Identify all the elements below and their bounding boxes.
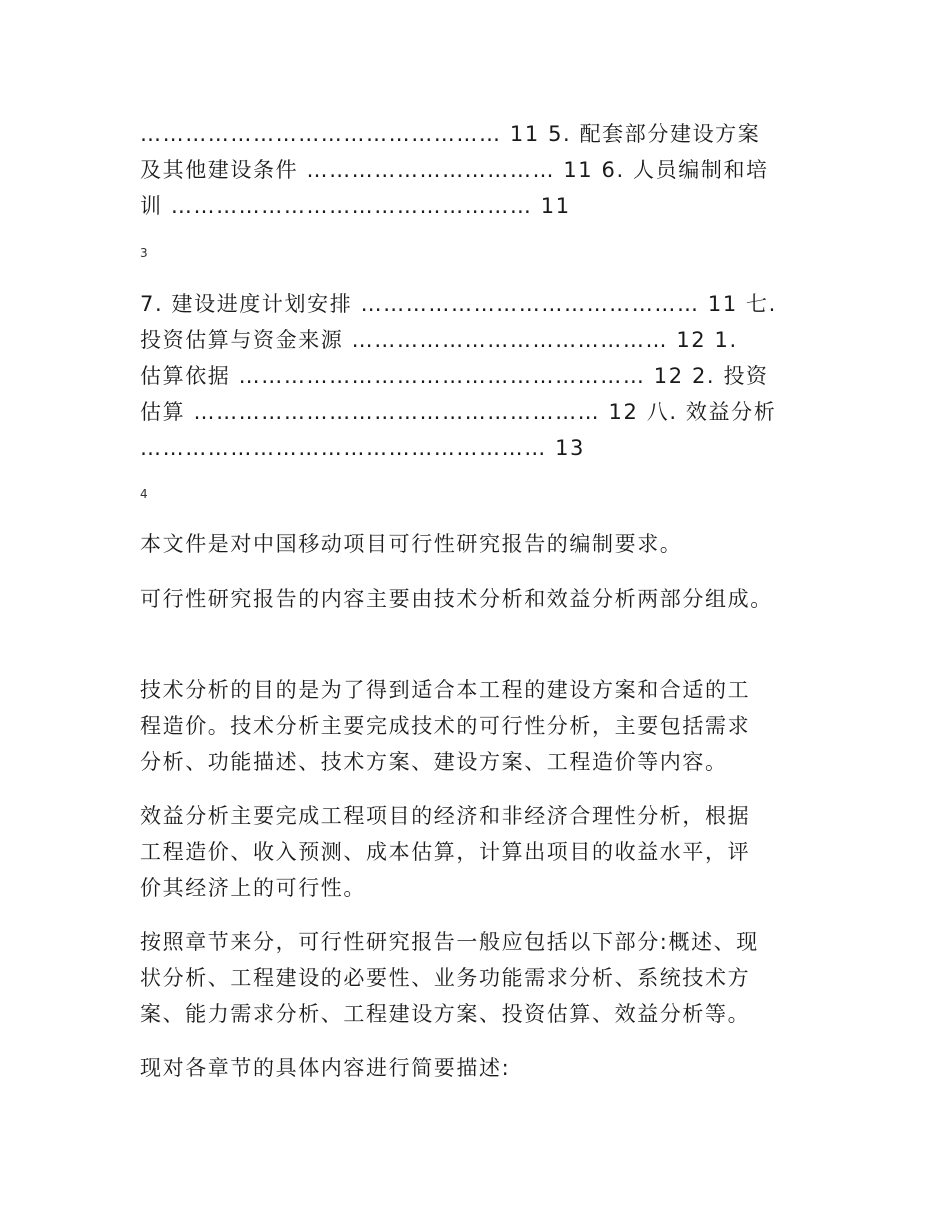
paragraph-line: 可行性研究报告的内容主要由技术分析和效益分析两部分组成。 bbox=[140, 587, 773, 611]
body-paragraph-4 bbox=[140, 798, 812, 906]
paragraph-line: 工程造价、收入预测、成本估算，计算出项目的收益水平，评 bbox=[140, 840, 751, 864]
paragraph-line: 状分析、工程建设的必要性、业务功能需求分析、系统技术方 bbox=[140, 966, 751, 990]
paragraph-line: 分析、功能描述、技术方案、建设方案、工程造价等内容。 bbox=[140, 750, 728, 774]
toc-line: 估算依据 ……………………………………………… 12 2. 投资 bbox=[140, 364, 769, 388]
body-paragraph-1 bbox=[140, 526, 812, 562]
toc-continued-block-a bbox=[140, 116, 812, 224]
paragraph-line: 按照章节来分，可行性研究报告一般应包括以下部分:概述、现 bbox=[140, 930, 759, 954]
paragraph-line: 技术分析的目的是为了得到适合本工程的建设方案和合适的工 bbox=[140, 678, 751, 702]
toc-line: 估算 ……………………………………………… 12 八. 效益分析 bbox=[140, 400, 777, 424]
page-number-marker: 3 bbox=[140, 246, 148, 260]
body-paragraph-2 bbox=[140, 581, 812, 617]
toc-line: 投资估算与资金来源 …………………………………… 12 1. bbox=[140, 328, 738, 352]
paragraph-line: 价其经济上的可行性。 bbox=[140, 876, 366, 900]
body-paragraph-6 bbox=[140, 1050, 812, 1086]
toc-continued-block-b bbox=[140, 286, 812, 466]
body-paragraph-5 bbox=[140, 924, 812, 1032]
page-number-marker: 4 bbox=[140, 487, 148, 501]
toc-line: 7. 建设进度计划安排 ……………………………………… 11 七. bbox=[140, 292, 777, 316]
paragraph-line: 案、能力需求分析、工程建设方案、投资估算、效益分析等。 bbox=[140, 1002, 751, 1026]
paragraph-line: 程造价。技术分析主要完成技术的可行性分析，主要包括需求 bbox=[140, 714, 751, 738]
paragraph-line: 本文件是对中国移动项目可行性研究报告的编制要求。 bbox=[140, 532, 683, 556]
toc-line: ……………………………………………… 13 bbox=[140, 436, 585, 460]
paragraph-line: 现对各章节的具体内容进行简要描述: bbox=[140, 1056, 511, 1080]
body-paragraph-3 bbox=[140, 672, 812, 780]
paragraph-line: 效益分析主要完成工程项目的经济和非经济合理性分析，根据 bbox=[140, 804, 751, 828]
toc-line: 训 ………………………………………… 11 bbox=[140, 194, 571, 218]
toc-line: ………………………………………… 11 5. 配套部分建设方案 bbox=[140, 122, 761, 146]
toc-line: 及其他建设条件 …………………………… 11 6. 人员编制和培 bbox=[140, 158, 769, 182]
